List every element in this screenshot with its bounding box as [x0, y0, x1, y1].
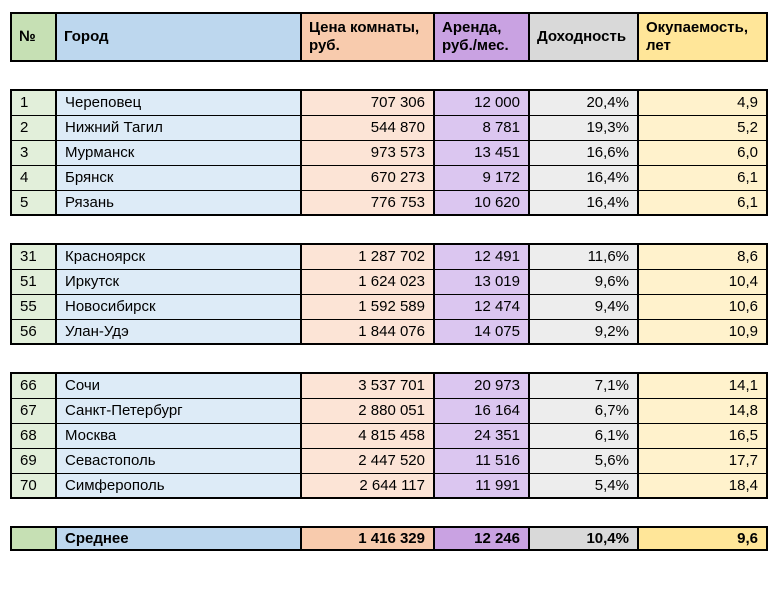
- cell-price: 4 815 458: [301, 423, 434, 448]
- cell-payback: 6,0: [638, 140, 767, 165]
- table-row: [11, 423, 767, 448]
- cell-city: Санкт-Петербург: [56, 398, 301, 423]
- cell-payback: 14,8: [638, 398, 767, 423]
- cell-yield: 5,4%: [529, 473, 638, 498]
- cell-num: 70: [11, 473, 56, 498]
- cell-payback: 5,2: [638, 115, 767, 140]
- average-row: [11, 527, 767, 550]
- table-row: [11, 373, 767, 398]
- cell-city: Мурманск: [56, 140, 301, 165]
- cell-num: 56: [11, 319, 56, 344]
- cell-yield: 16,6%: [529, 140, 638, 165]
- cell-price: 1 287 702: [301, 244, 434, 269]
- cell-payback: 10,6: [638, 294, 767, 319]
- cell-city: Красноярск: [56, 244, 301, 269]
- city-table-middle-group: [10, 243, 768, 345]
- cell-price: 707 306: [301, 90, 434, 115]
- cell-yield: 9,2%: [529, 319, 638, 344]
- cell-yield: 9,4%: [529, 294, 638, 319]
- cell-yield: 19,3%: [529, 115, 638, 140]
- cell-num: 4: [11, 165, 56, 190]
- cell-num: 67: [11, 398, 56, 423]
- header-row: [11, 13, 767, 61]
- cell-payback: 10,9: [638, 319, 767, 344]
- avg-cell-num: [11, 527, 56, 550]
- cell-rent: 12 000: [434, 90, 529, 115]
- cell-city: Рязань: [56, 190, 301, 215]
- col-header-price: Цена комнаты, руб.: [301, 13, 434, 61]
- cell-price: 973 573: [301, 140, 434, 165]
- cell-yield: 6,1%: [529, 423, 638, 448]
- cell-yield: 16,4%: [529, 165, 638, 190]
- cell-price: 2 880 051: [301, 398, 434, 423]
- cell-payback: 14,1: [638, 373, 767, 398]
- cell-num: 5: [11, 190, 56, 215]
- cell-yield: 20,4%: [529, 90, 638, 115]
- table-row: [11, 244, 767, 269]
- cell-rent: 16 164: [434, 398, 529, 423]
- table-row: [11, 319, 767, 344]
- city-table-bottom-group: [10, 372, 768, 499]
- table-row: [11, 269, 767, 294]
- cell-rent: 13 019: [434, 269, 529, 294]
- avg-cell-price: 1 416 329: [301, 527, 434, 550]
- cell-num: 55: [11, 294, 56, 319]
- cell-payback: 6,1: [638, 190, 767, 215]
- table-row: [11, 190, 767, 215]
- cell-rent: 20 973: [434, 373, 529, 398]
- cell-city: Брянск: [56, 165, 301, 190]
- cell-city: Севастополь: [56, 448, 301, 473]
- cell-city: Иркутск: [56, 269, 301, 294]
- table-row: [11, 90, 767, 115]
- table-row: [11, 398, 767, 423]
- average-row-table: [10, 526, 768, 551]
- avg-cell-payback: 9,6: [638, 527, 767, 550]
- cell-num: 31: [11, 244, 56, 269]
- table-header: [10, 12, 768, 62]
- cell-num: 66: [11, 373, 56, 398]
- cell-num: 68: [11, 423, 56, 448]
- cell-yield: 7,1%: [529, 373, 638, 398]
- col-header-rent: Аренда, руб./мес.: [434, 13, 529, 61]
- cell-num: 2: [11, 115, 56, 140]
- cell-payback: 16,5: [638, 423, 767, 448]
- cell-yield: 16,4%: [529, 190, 638, 215]
- cell-payback: 10,4: [638, 269, 767, 294]
- avg-cell-yield: 10,4%: [529, 527, 638, 550]
- cell-city: Череповец: [56, 90, 301, 115]
- col-header-num: №: [11, 13, 56, 61]
- cell-payback: 4,9: [638, 90, 767, 115]
- cell-price: 2 447 520: [301, 448, 434, 473]
- cell-price: 1 592 589: [301, 294, 434, 319]
- table-row: [11, 448, 767, 473]
- cell-rent: 12 491: [434, 244, 529, 269]
- cell-price: 2 644 117: [301, 473, 434, 498]
- cell-price: 670 273: [301, 165, 434, 190]
- col-header-payback: Окупаемость, лет: [638, 13, 767, 61]
- col-header-city: Город: [56, 13, 301, 61]
- cell-price: 3 537 701: [301, 373, 434, 398]
- table-row: [11, 165, 767, 190]
- cell-num: 51: [11, 269, 56, 294]
- cell-rent: 13 451: [434, 140, 529, 165]
- cell-rent: 11 516: [434, 448, 529, 473]
- avg-cell-city: Среднее: [56, 527, 301, 550]
- cell-rent: 11 991: [434, 473, 529, 498]
- cell-num: 69: [11, 448, 56, 473]
- avg-cell-rent: 12 246: [434, 527, 529, 550]
- cell-yield: 5,6%: [529, 448, 638, 473]
- cell-rent: 9 172: [434, 165, 529, 190]
- table-row: [11, 294, 767, 319]
- cell-rent: 12 474: [434, 294, 529, 319]
- table-row: [11, 115, 767, 140]
- table-row: [11, 473, 767, 498]
- cell-city: Улан-Удэ: [56, 319, 301, 344]
- cell-city: Москва: [56, 423, 301, 448]
- cell-price: 544 870: [301, 115, 434, 140]
- cell-yield: 11,6%: [529, 244, 638, 269]
- city-table-top-group: [10, 89, 768, 216]
- cell-rent: 8 781: [434, 115, 529, 140]
- cell-price: 1 844 076: [301, 319, 434, 344]
- cell-payback: 6,1: [638, 165, 767, 190]
- table-row: [11, 140, 767, 165]
- cell-num: 3: [11, 140, 56, 165]
- cell-city: Новосибирск: [56, 294, 301, 319]
- col-header-yield: Доходность: [529, 13, 638, 61]
- cell-rent: 10 620: [434, 190, 529, 215]
- cell-payback: 8,6: [638, 244, 767, 269]
- cell-rent: 14 075: [434, 319, 529, 344]
- cell-city: Нижний Тагил: [56, 115, 301, 140]
- cell-payback: 17,7: [638, 448, 767, 473]
- cell-yield: 9,6%: [529, 269, 638, 294]
- cell-price: 776 753: [301, 190, 434, 215]
- cell-price: 1 624 023: [301, 269, 434, 294]
- cell-num: 1: [11, 90, 56, 115]
- cell-payback: 18,4: [638, 473, 767, 498]
- cell-city: Сочи: [56, 373, 301, 398]
- cell-city: Симферополь: [56, 473, 301, 498]
- cell-yield: 6,7%: [529, 398, 638, 423]
- cell-rent: 24 351: [434, 423, 529, 448]
